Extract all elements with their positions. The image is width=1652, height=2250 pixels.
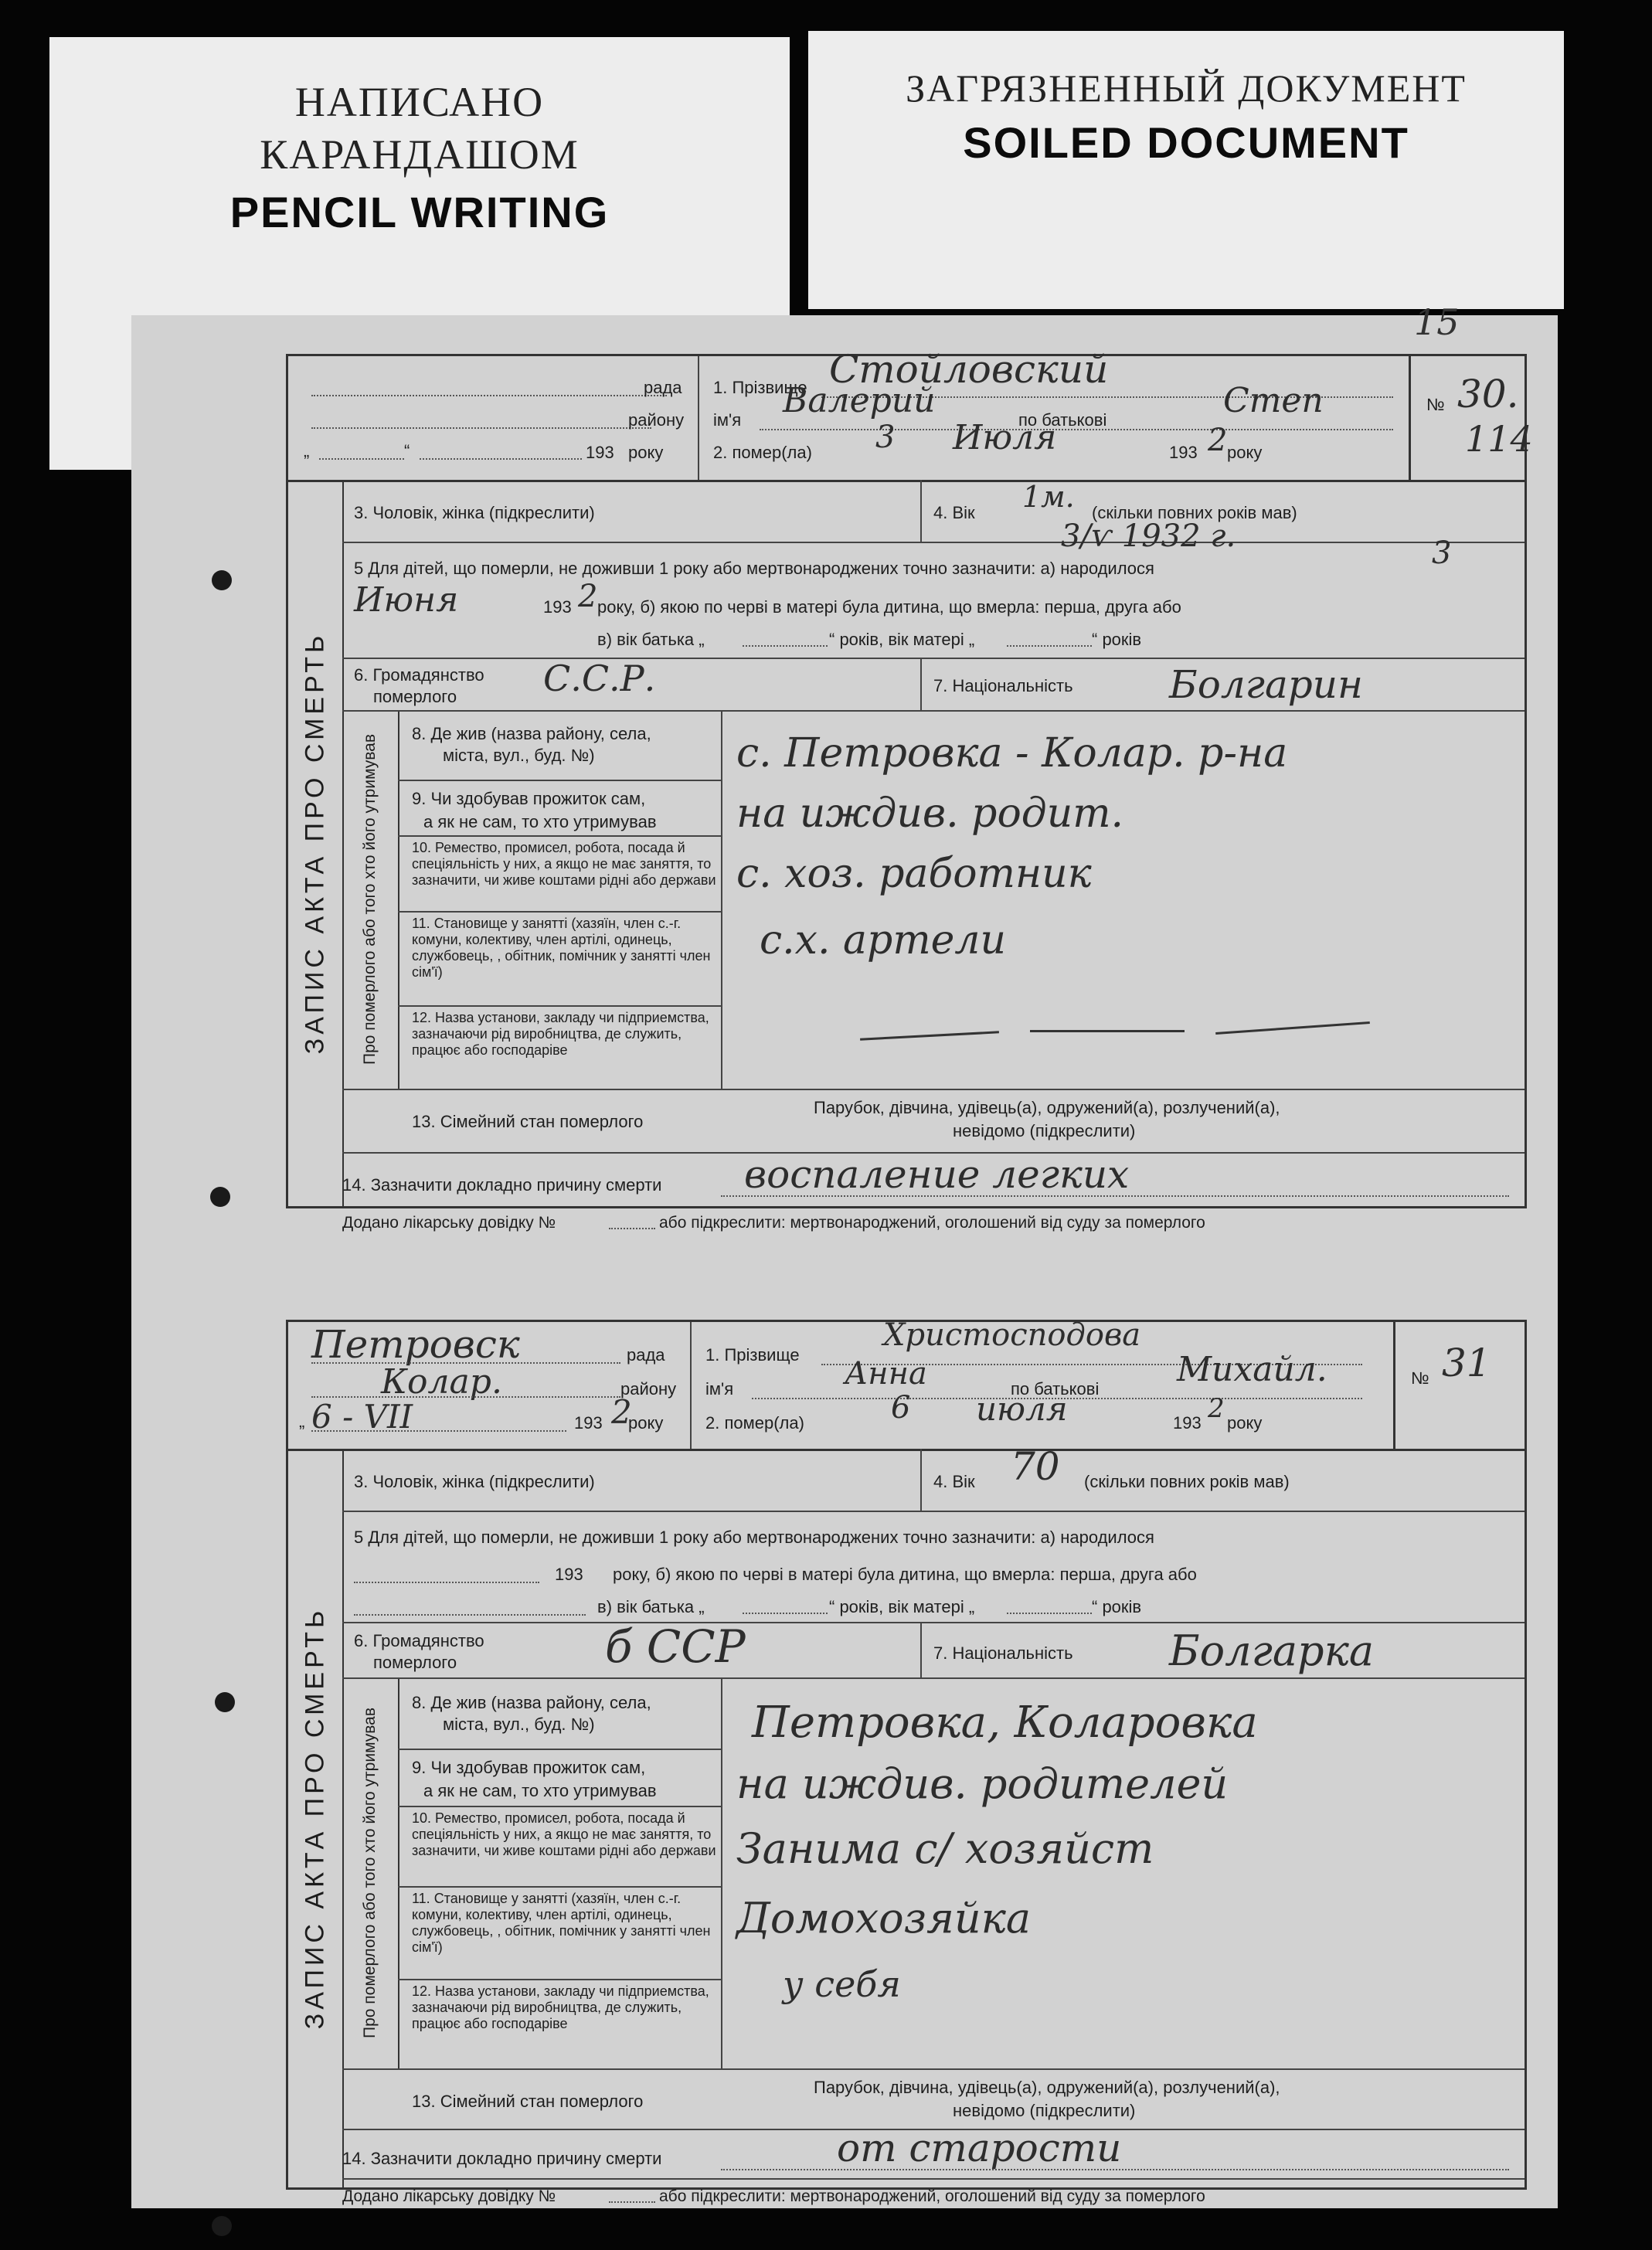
- patronymic-label: по батькові: [1011, 1379, 1100, 1399]
- position-label: 11. Становище у занятті (хазяїн, член с.-г. комуни, колективу, член артілі, одинець, службовець, , обітник, помічник у занятті член сім'ї): [412, 916, 711, 980]
- side-title-column: [288, 1449, 344, 2187]
- infant-line3c: “ років: [1092, 1597, 1142, 1616]
- institution-dash: [1215, 1021, 1370, 1035]
- infant-line1: 5 Для дітей, що померли, не доживши 1 року або мертвонароджених точно зазначити: а) народилося: [354, 559, 1154, 578]
- sex-label: 3. Чоловік, жінка (підкреслити): [354, 503, 595, 522]
- born-day: 3: [1432, 535, 1452, 571]
- side-subtitle: Про померлого або того хто його утримував: [361, 733, 379, 1066]
- marital-label: 13. Сімейний стан померлого: [412, 2092, 644, 2111]
- sheet-stamp: 15: [1414, 301, 1460, 343]
- support-value: на иждив. родителей: [736, 1759, 1229, 1808]
- death-record-2: [286, 1317, 1527, 2205]
- cause-value: от старости: [837, 2126, 1122, 2170]
- infant-line3b: “ років, вік матері „: [829, 1597, 975, 1616]
- citizenship-label-1: 6. Громадянство: [354, 665, 484, 685]
- born-month: Июня: [354, 580, 459, 620]
- record-header: рада району „ “ 193 року 1. Прізвище Стойловский ім'я Валерий по батькові Степ 2. помер(ла) 3 Июля 193 2 року № 30. 114: [288, 356, 1525, 482]
- record-header: Петровск рада Колар. району „ 6 - VII 193 2 року 1. Прізвище Христосподова ім'я Анна по батькові Михайл. 2. помер(ла) 6 июля 193 2 року № 31: [288, 1322, 1525, 1451]
- side-subtitle: Про померлого або того хто його утримував: [361, 1707, 379, 2039]
- roku-label: року: [628, 1413, 664, 1433]
- surname-label: 1. Прізвище: [713, 378, 807, 397]
- soiled-document-label: [808, 31, 1564, 309]
- residence-label-1: 8. Де жив (назва району, села,: [412, 1693, 651, 1712]
- soiled-label-en: SOILED DOCUMENT: [963, 118, 1409, 167]
- surname-label: 1. Прізвище: [705, 1345, 800, 1365]
- punch-hole: [212, 570, 232, 590]
- position-label: 11. Становище у занятті (хазяїн, член с.-г. комуни, колективу, член артілі, одинець, службовець, , обітник, помічник у занятті член сім'ї): [412, 1891, 711, 1955]
- residence-label-2: міста, вул., буд. №): [443, 1715, 595, 1734]
- support-label-1: 9. Чи здобував прожиток сам,: [412, 789, 646, 808]
- cause-label: 14. Зазначити докладно причину смерти: [342, 2149, 662, 2168]
- sex-label: 3. Чоловік, жінка (підкреслити): [354, 1472, 595, 1491]
- died-year-digit: 2: [1208, 1393, 1225, 1424]
- footer-certificate-label: Додано лікарську довідку №: [342, 2187, 556, 2205]
- rada-label: рада: [627, 1345, 665, 1365]
- side-title-column: [288, 480, 344, 1206]
- record-number-box: [1409, 356, 1533, 480]
- institution-value: у себя: [783, 1963, 901, 2005]
- record-number-box: [1393, 1322, 1491, 1449]
- record-number: 31: [1442, 1341, 1491, 1385]
- side-title: ЗАПИС АКТА ПРО СМЕРТЬ: [300, 631, 330, 1055]
- infant-line3b: “ років, вік матері „: [829, 630, 975, 649]
- reg-date: 6 - VII: [311, 1398, 413, 1436]
- marital-label: 13. Сімейний стан померлого: [412, 1112, 644, 1131]
- occupation-value: Занима с/ хозяйст: [736, 1824, 1154, 1873]
- pencil-label-en: PENCIL WRITING: [229, 188, 610, 236]
- institution-label: 12. Назва установи, закладу чи підприемства, зазначаючи рід виробництва, де служить, працює або господаріве: [412, 1983, 709, 2031]
- infant-line3c: “ років: [1092, 630, 1142, 649]
- marital-options-2: невідомо (підкреслити): [953, 1121, 1136, 1140]
- age-value: 70: [1011, 1444, 1060, 1489]
- side-title: ЗАПИС АКТА ПРО СМЕРТЬ: [300, 1606, 330, 2030]
- rayonu-label: району: [628, 410, 685, 430]
- died-year-prefix: 193: [1173, 1413, 1202, 1433]
- punch-hole: [212, 2216, 232, 2236]
- record-number: 30.: [1457, 372, 1519, 416]
- pencil-label-ru-line1: НАПИСАНО: [294, 79, 545, 125]
- residence-label-1: 8. Де жив (назва району, села,: [412, 724, 651, 743]
- died-day: 3: [875, 420, 896, 455]
- nationality-label: 7. Національність: [933, 676, 1073, 695]
- institution-label: 12. Назва установи, закладу чи підприемства, зазначаючи рід виробництва, де служить, працює або господаріве: [412, 1010, 709, 1058]
- infant-line2: року, б) якою по черві в матері була дитина, що вмерла: перша, друга або: [613, 1565, 1197, 1584]
- patronymic-label: по батькові: [1018, 410, 1107, 430]
- age-label: 4. Вік: [933, 1472, 975, 1491]
- number-label: №: [1411, 1368, 1429, 1388]
- died-month: Июля: [953, 418, 1057, 457]
- punch-hole: [215, 1692, 235, 1712]
- rayon-value: Колар.: [381, 1362, 502, 1402]
- name-label: ім'я: [705, 1379, 734, 1399]
- occupation-value: с. хоз. работник: [736, 851, 1092, 897]
- infant-year-prefix: 193: [555, 1565, 583, 1584]
- name-value: Анна: [845, 1356, 927, 1392]
- rayonu-label: району: [620, 1379, 677, 1399]
- year-prefix: 193: [586, 443, 614, 462]
- reg-year-digit: 2: [611, 1393, 632, 1431]
- died-roku: року: [1227, 1413, 1263, 1433]
- marital-options-1: Парубок, дівчина, удівець(а), одружений(а), розлучений(а),: [814, 1098, 1280, 1117]
- died-year-digit: 2: [1208, 423, 1228, 458]
- name-label: ім'я: [713, 410, 742, 430]
- infant-year-prefix: 193: [543, 597, 572, 617]
- record-sheet: [131, 301, 1558, 2208]
- died-year-prefix: 193: [1169, 443, 1198, 462]
- infant-line3: в) вік батька „: [597, 1597, 705, 1616]
- pencil-label-ru-line2: КАРАНДАШОМ: [260, 131, 580, 178]
- support-value: на иждив. родит.: [736, 790, 1124, 837]
- number-label: №: [1426, 395, 1445, 414]
- surname-value: Стойловский: [829, 347, 1109, 392]
- died-label: 2. помер(ла): [713, 443, 812, 462]
- residence-label-2: міста, вул., буд. №): [443, 746, 595, 765]
- marital-options-1: Парубок, дівчина, удівець(а), одружений(а), розлучений(а),: [814, 2078, 1280, 2097]
- cause-label: 14. Зазначити докладно причину смерти: [342, 1175, 662, 1195]
- support-label-2: а як не сам, то хто утримував: [423, 812, 657, 831]
- footer-certificate-label: Додано лікарську довідку №: [342, 1214, 556, 1232]
- died-label: 2. помер(ла): [705, 1413, 804, 1433]
- position-value: с.х. артели: [760, 917, 1007, 964]
- born-year-digit: 2: [578, 579, 598, 614]
- citizenship-label-1: 6. Громадянство: [354, 1631, 484, 1650]
- age-label: 4. Вік: [933, 503, 975, 522]
- rada-label: рада: [644, 378, 682, 397]
- institution-dash: [860, 1031, 999, 1040]
- occupation-label: 10. Ремество, промисел, робота, посада й спеціяльність у них, а якщо не має заняття, то зазначити, чи живе коштами рідні або держави: [412, 1810, 716, 1858]
- support-label-1: 9. Чи здобував прожиток сам,: [412, 1758, 646, 1777]
- punch-hole: [210, 1187, 230, 1207]
- record-number-b: 114: [1465, 418, 1533, 460]
- cause-value: воспаление легких: [744, 1152, 1130, 1197]
- age-tail: (скільки повних років мав): [1084, 1472, 1290, 1491]
- citizenship-value: б ССР: [605, 1620, 746, 1673]
- position-value: Домохозяйка: [736, 1894, 1032, 1942]
- infant-line3: в) вік батька „: [597, 630, 705, 649]
- patronymic-value: Михайл.: [1177, 1350, 1327, 1389]
- died-month: июля: [976, 1390, 1068, 1428]
- age-tail: (скільки повних років мав): [1092, 503, 1297, 522]
- died-day: 6: [891, 1390, 911, 1426]
- soiled-label-ru: ЗАГРЯЗНЕННЫЙ ДОКУМЕНТ: [906, 66, 1467, 110]
- died-roku: року: [1227, 443, 1263, 462]
- citizenship-value: С.С.Р.: [543, 658, 656, 699]
- citizenship-label-2: померлого: [373, 687, 457, 706]
- occupation-label: 10. Ремество, промисел, робота, посада й спеціяльність у них, а якщо не має заняття, то зазначити, чи живе коштами рідні або держави: [412, 840, 716, 888]
- nationality-value: Болгарин: [1169, 662, 1363, 707]
- name-value: Валерий: [783, 381, 936, 420]
- institution-dash: [1030, 1030, 1185, 1032]
- rada-value: Петровск: [311, 1322, 520, 1367]
- surname-value: Христосподова: [883, 1317, 1141, 1353]
- side-subtitle-column: [342, 710, 399, 1089]
- year-prefix: 193: [574, 1413, 603, 1433]
- support-label-2: а як не сам, то хто утримував: [423, 1781, 657, 1800]
- side-subtitle-column: [342, 1677, 399, 2068]
- nationality-value: Болгарка: [1169, 1626, 1375, 1675]
- age-note: 3/ѵ 1932 г.: [1061, 518, 1236, 554]
- infant-line2: року, б) якою по черві в матері була дитина, що вмерла: перша, друга або: [597, 597, 1181, 617]
- nationality-label: 7. Національність: [933, 1643, 1073, 1663]
- patronymic-value: Степ: [1223, 381, 1324, 420]
- residence-value: с. Петровка - Колар. р-на: [736, 730, 1288, 777]
- marital-options-2: невідомо (підкреслити): [953, 2101, 1136, 2120]
- infant-line1: 5 Для дітей, що померли, не доживши 1 року або мертвонароджених точно зазначити: а) народилося: [354, 1528, 1154, 1547]
- roku-label: року: [628, 443, 664, 462]
- age-value: 1м.: [1022, 480, 1075, 514]
- citizenship-label-2: померлого: [373, 1653, 457, 1672]
- footer-stillborn-label: або підкреслити: мертвонароджений, оголошений від суду за померлого: [659, 1214, 1205, 1232]
- death-record-1: [286, 347, 1533, 1232]
- footer-stillborn-label: або підкреслити: мертвонароджений, оголошений від суду за померлого: [659, 2187, 1205, 2205]
- residence-value: Петровка, Коларовка: [752, 1698, 1258, 1748]
